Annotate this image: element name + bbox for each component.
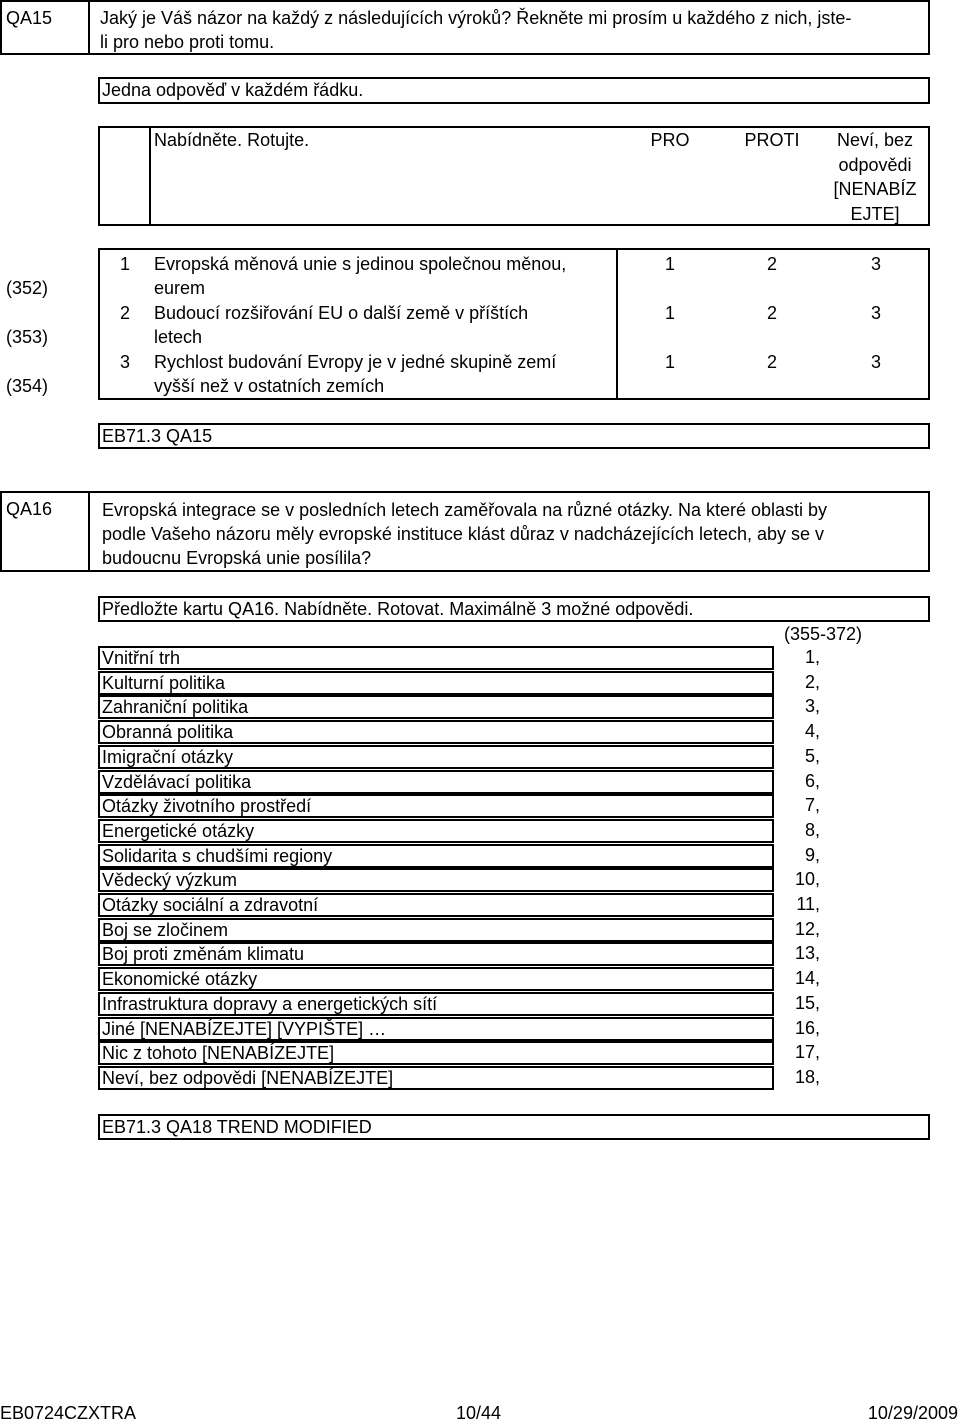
answer-proti[interactable]: 2 [766, 254, 777, 274]
column-pro: PRO [650, 130, 690, 150]
question-text-line1: Evropská integrace se v posledních letech zaměřovala na různé otázky. Na které oblasti by [102, 500, 828, 520]
answer-option[interactable]: Zahraniční politika [98, 695, 774, 719]
column-nevi-2: odpovědi [838, 155, 912, 175]
qa15-header-divider [88, 0, 90, 55]
answer-code: 8, [804, 820, 820, 840]
qa16-header-divider [88, 491, 90, 572]
answer-code: 9, [804, 845, 820, 865]
statement-line1: Evropská měnová unie s jedinou společnou měnou, [154, 254, 567, 274]
answer-option[interactable]: Infrastruktura dopravy a energetických sítí [98, 992, 774, 1016]
answer-code: 1, [804, 647, 820, 667]
answer-code: 3, [804, 696, 820, 716]
question-text-line2: li pro nebo proti tomu. [100, 32, 275, 52]
answer-option[interactable]: Vzdělávací politika [98, 770, 774, 794]
statement-line2: vyšší než v ostatních zemích [154, 376, 385, 396]
answer-option[interactable]: Kulturní politika [98, 671, 774, 695]
statement-line2: eurem [154, 278, 206, 298]
answer-code: 17, [794, 1042, 820, 1062]
row-number: 2 [119, 303, 130, 323]
answer-nevi[interactable]: 3 [870, 352, 881, 372]
statements-divider [616, 248, 618, 400]
answer-option[interactable]: Ekonomické otázky [98, 967, 774, 991]
answer-option[interactable]: Nic z tohoto [NENABÍZEJTE] [98, 1041, 774, 1065]
source-text: EB71.3 QA18 TREND MODIFIED [102, 1117, 372, 1137]
answer-nevi[interactable]: 3 [870, 303, 881, 323]
answer-pro[interactable]: 1 [664, 352, 675, 372]
row-number: 1 [119, 254, 130, 274]
answer-code: 10, [794, 869, 820, 889]
footer-doc-id: EB0724CZXTRA [0, 1403, 137, 1423]
answer-code: 16, [794, 1018, 820, 1038]
answer-code: 11, [796, 894, 820, 914]
answer-code: 2, [804, 672, 820, 692]
answer-pro[interactable]: 1 [664, 303, 675, 323]
instruction-text: Jedna odpověď v každém řádku. [102, 80, 364, 100]
answer-option[interactable]: Energetické otázky [98, 819, 774, 843]
instruction-text: Předložte kartu QA16. Nabídněte. Rotovat. Maximálně 3 možné odpovědi. [102, 599, 694, 619]
column-nevi-4: EJTE] [850, 204, 900, 224]
source-text: EB71.3 QA15 [102, 426, 213, 446]
answer-code: 5, [804, 746, 820, 766]
statement-line1: Budoucí rozšiřování EU o další země v příštích [154, 303, 529, 323]
source-box [98, 423, 930, 449]
answer-proti[interactable]: 2 [766, 352, 777, 372]
question-text-line3: budoucnu Evropská unie posílila? [102, 548, 372, 568]
code-range: (355-372) [783, 624, 862, 644]
column-nevi-1: Neví, bez [836, 130, 914, 150]
row-number: 3 [119, 352, 130, 372]
answer-option[interactable]: Jiné [NENABÍZEJTE] [VYPIŠTE] … [98, 1017, 774, 1041]
answer-code: 15, [794, 993, 820, 1013]
answer-code: 18, [794, 1067, 820, 1087]
answer-option[interactable]: Obranná politika [98, 720, 774, 744]
column-nevi-3: [NENABÍZ [833, 179, 917, 199]
answer-code: 7, [804, 795, 820, 815]
answer-code: 14, [794, 968, 820, 988]
question-text-line2: podle Vašeho názoru měly evropské instituce klást důraz v nadcházejících letech, aby se v [102, 524, 825, 544]
question-id: QA15 [6, 8, 53, 28]
answer-option[interactable]: Vědecký výzkum [98, 868, 774, 892]
answer-option[interactable]: Neví, bez odpovědi [NENABÍZEJTE] [98, 1066, 774, 1090]
footer-page-number: 10/44 [456, 1403, 502, 1423]
answer-code: 13, [794, 943, 820, 963]
answer-option[interactable]: Otázky životního prostředí [98, 794, 774, 818]
table-header-divider [149, 126, 151, 226]
table-header-left: Nabídněte. Rotujte. [154, 130, 310, 150]
answer-code: 6, [804, 771, 820, 791]
answer-code: 4, [804, 721, 820, 741]
answer-option[interactable]: Boj proti změnám klimatu [98, 942, 774, 966]
answer-pro[interactable]: 1 [664, 254, 675, 274]
statement-line1: Rychlost budování Evropy je v jedné skupině zemí [154, 352, 557, 372]
footer-date: 10/29/2009 [867, 1403, 958, 1423]
answer-nevi[interactable]: 3 [870, 254, 881, 274]
column-proti: PROTI [744, 130, 800, 150]
row-code: (352) [6, 278, 49, 298]
answer-option[interactable]: Otázky sociální a zdravotní [98, 893, 774, 917]
statement-line2: letech [154, 327, 203, 347]
row-code: (353) [6, 327, 49, 347]
answer-option[interactable]: Boj se zločinem [98, 918, 774, 942]
answer-option[interactable]: Imigrační otázky [98, 745, 774, 769]
answer-option[interactable]: Solidarita s chudšími regiony [98, 844, 774, 868]
answer-code: 12, [794, 919, 820, 939]
question-id: QA16 [6, 499, 53, 519]
row-code: (354) [6, 376, 49, 396]
question-text-line1: Jaký je Váš názor na každý z následujících výroků? Řekněte mi prosím u každého z nich, jste- [100, 8, 852, 28]
answer-option[interactable]: Vnitřní trh [98, 646, 774, 670]
answer-proti[interactable]: 2 [766, 303, 777, 323]
